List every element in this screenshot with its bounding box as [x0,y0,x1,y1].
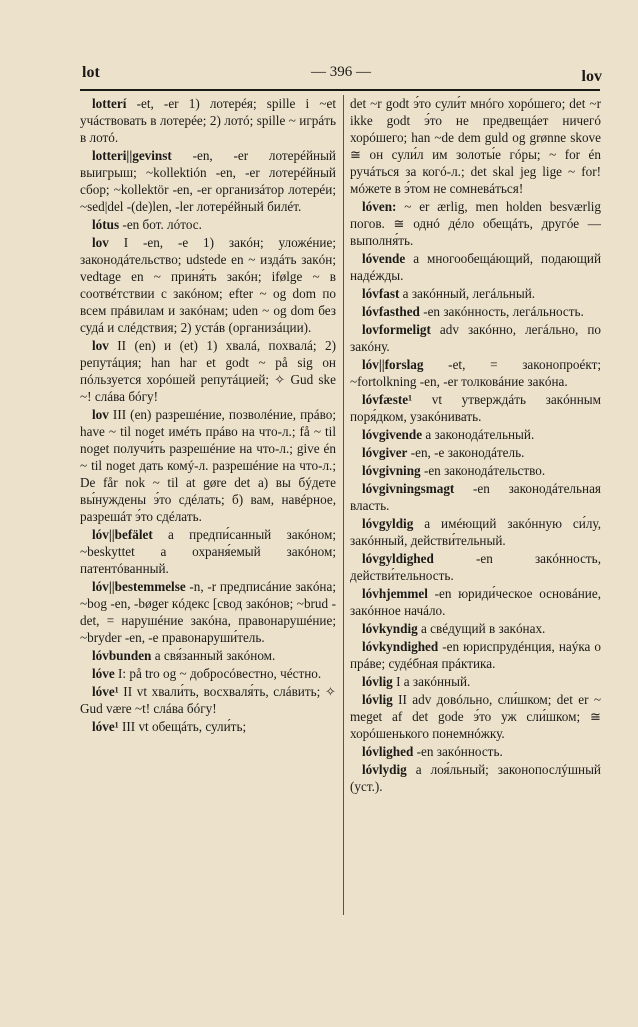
dictionary-entry [350,550,601,584]
entry-definition: -en законодáтельство. [420,463,546,478]
entry-headword: lóvlig [362,674,393,689]
entry-headword: lóvgyldighed [362,551,434,566]
dictionary-entry [350,480,601,514]
entry-definition: I -en, -e 1) закóн; уложéние; законодáтельство; udstede en ~ издáть закóн; vedtage en ~ приня́ть закóн; ifølge ~ в соотвéтствии с закóном; efter ~ og dom по всем прáвилам и закóнам; uden ~ og dom без судá и слéдствия; 2) устáв (организáции). [80,235,336,335]
entry-headword: lóvende [362,251,406,266]
entry-definition: I: på tro og ~ добросóвестно, чéстно. [114,666,322,681]
column-divider [343,95,344,915]
entry-headword: lótus [92,217,120,232]
entry-definition: -en юриспрудéнция, наýка о прáве; судéбная прáктика. [350,639,601,671]
dictionary-entry [80,718,336,735]
left-running-headword: lot [82,64,100,81]
header-rule [80,89,600,91]
dictionary-entry [350,515,601,549]
entry-headword: lóve¹ [92,719,119,734]
entry-headword: lóv||forslag [362,357,424,372]
dictionary-entry [80,337,336,405]
entry-headword: lóvgiver [362,445,408,460]
dictionary-entry [350,743,601,760]
dictionary-entry [350,620,601,637]
dictionary-entry [80,647,336,664]
entry-headword: lóve [92,666,115,681]
dictionary-entry [350,444,601,461]
entry-headword: lóven: [362,199,397,214]
left-column [80,95,336,736]
dictionary-entry [350,585,601,619]
entry-definition: ~ er ærlig, men holden besværlig погов. ≅ однó дéло обещáть, другóе — выполня́ть. [350,199,601,248]
dictionary-entry [80,216,336,233]
entry-definition: а закóнный, легáльный. [399,286,536,301]
dictionary-entry [350,691,601,742]
entry-headword: lóve¹ [92,684,119,699]
entry-definition: -en закóнность, действи́тельность. [350,551,601,583]
entry-headword: lotteri||gevinst [92,148,172,163]
entry-headword: lóvfæste¹ [362,392,413,407]
entry-headword: lóvkyndig [362,621,418,636]
entry-definition: -en, -er лотерéйный выигрыш; ~kollektión -en, -er лотерéйный сбор; ~kollektör -en, -er организáтор лотерéи; ~sed|del -(de)len, -ler лотерéйный билéт. [80,148,336,214]
entry-definition: II (en) и (et) 1) хвалá, похвалá; 2) репутáция; han har et godt ~ på sig он пóльзуется хорóшей репутáцией; ✧ Gud ske ~! слáва бóгу! [80,338,336,404]
entry-definition: -en, -e законодáтель. [407,445,525,460]
entry-headword: lóvgivningsmagt [362,481,455,496]
entry-definition: I а закóнный. [392,674,471,689]
entry-headword: lóvbunden [92,648,152,663]
entry-headword: lóvgyldig [362,516,414,531]
entry-definition: II vt хвали́ть, восхваля́ть, слáвить; ✧ Gud være ~t! слáва бóгу! [80,684,336,716]
dictionary-entry [350,638,601,672]
entry-headword: lóvfasthed [362,304,420,319]
dictionary-entry [80,526,336,577]
entry-headword: lóvgivende [362,427,423,442]
entry-definition: det ~r godt э́то сули́т мнóго хорóшего; det ~r ikke godt э́то не предвещáет ничегó хорóшего; han ~de dem guld og grønne skove ≅ он сули́л им золоты́е гóры; ~ for én ручáться за когó-л.; det skal jeg lige ~ for! мóжете в э́том не сомневáться! [350,96,601,196]
entry-headword: lóv||befälet [92,527,153,542]
entry-definition: а имéющий закóнную си́лу, закóнный, действи́тельный. [350,516,601,548]
dictionary-entry [350,356,601,390]
dictionary-entry [350,391,601,425]
entry-headword: lóvlighed [362,744,414,759]
entry-definition: а предпи́санный закóном; ~beskyttet а охраня́емый закóном; патентóванный. [80,527,336,576]
dictionary-entry [80,234,336,336]
entry-definition: а лоя́льный; законопослýшный (уст.). [350,762,601,794]
dictionary-entry [350,462,601,479]
entry-headword: lov [92,338,109,353]
entry-definition: III (en) разрешéние, позволéние, прáво; have ~ til noget имéть прáво на что-л.; få ~ til noget получи́ть разрешéние на что-л.; give én ~ til noget дать комý-л. разрешéние на что-л.; De får nok ~ til at gøre det а) вы бýдете вы́нуждены э́то сдéлать; б) вам, навéрное, разрешáт э́то сдéлать. [80,407,336,524]
dictionary-entry [350,761,601,795]
entry-definition: III vt обещáть, сули́ть; [118,719,247,734]
right-running-headword: lov [581,68,602,85]
entry-definition: -et, = законопроéкт; ~fortolkning -en, -er толковáние закóна. [350,357,601,389]
entry-headword: lovformeligt [362,322,431,337]
entry-definition: -en закóнность. [413,744,503,759]
entry-definition: -n, -r предписáние закóна; ~bog -en, -bøger кóдекс [свод закóнов; ~brud -det, = нарушéние закóна, правонарушéние; ~bryder -en, -e правонаруши́тель. [80,579,336,645]
entry-headword: lotterí [92,96,127,111]
dictionary-entry [350,95,601,197]
entry-definition: -et, -er 1) лотерéя; spille i ~et учáствовать в лотерéе; 2) лотó; spille ~ игрáть в лотó. [80,96,336,145]
dictionary-entry [350,673,601,690]
entry-headword: lóvlydig [362,762,407,777]
dictionary-entry [80,95,336,146]
entry-definition: adv закóнно, легáльно, по закóну. [350,322,601,354]
entry-headword: lóvgivning [362,463,421,478]
entry-definition: II adv довóльно, сли́шком; det er ~ meget af det gode э́то уж сли́шком; ≅ хорóшенького понемнóжку. [350,692,601,741]
entry-headword: lov [92,407,109,422]
entry-headword: lóv||bestemmelse [92,579,186,594]
dictionary-entry [80,578,336,646]
right-column [350,95,601,796]
entry-headword: lóvkyndighed [362,639,439,654]
entry-definition: а свя́занный закóном. [151,648,276,663]
entry-definition: -en юриди́ческое основáние, закóнное начáло. [350,586,601,618]
dictionary-entry [80,406,336,525]
dictionary-entry [80,147,336,215]
dictionary-entry [80,683,336,717]
dictionary-entry [350,285,601,302]
entry-definition: vt утверждáть закóнным поря́дком, узакóнивать. [350,392,601,424]
entry-definition: -en бот. лóтос. [119,217,202,232]
dictionary-entry [350,198,601,249]
entry-headword: lóvfast [362,286,400,301]
entry-definition: -en закóнность, легáльность. [419,304,584,319]
dictionary-entry [350,303,601,320]
entry-headword: lov [92,235,109,250]
entry-headword: lóvlig [362,692,393,707]
dictionary-entry [350,426,601,443]
entry-definition: а законодáтельный. [422,427,535,442]
entry-definition: а многообещáющий, подающий надéжды. [350,251,601,283]
page-number: — 396 — [311,64,371,80]
entry-headword: lóvhjemmel [362,586,428,601]
dictionary-entry [80,665,336,682]
page-header [80,64,602,88]
entry-definition: а свéдущий в закóнах. [417,621,546,636]
entry-definition: -en законодáтельная власть. [350,481,601,513]
dictionary-entry [350,250,601,284]
dictionary-entry [350,321,601,355]
